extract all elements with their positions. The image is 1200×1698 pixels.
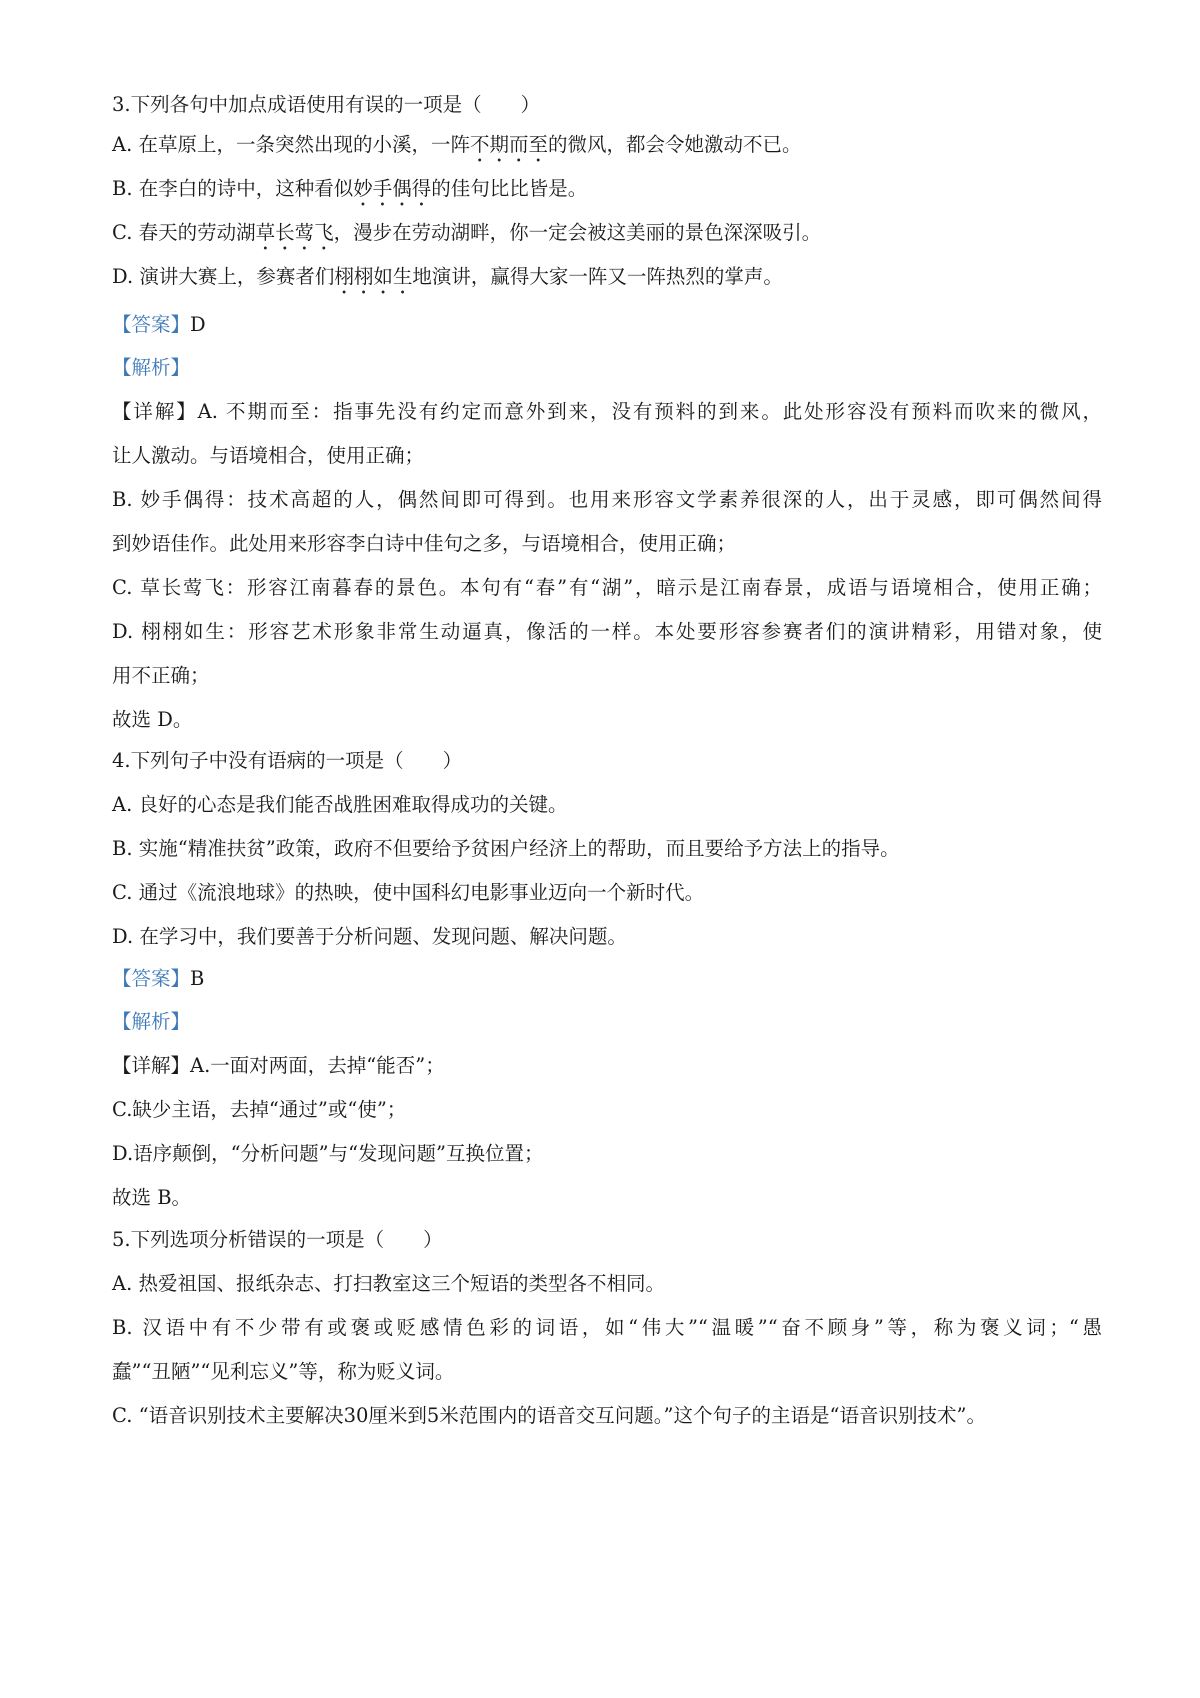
- q3-option-b-pre: B. 在李白的诗中，这种看似: [112, 177, 354, 200]
- q3-option-a-pre: A. 在草原上，一条突然出现的小溪，一阵: [112, 133, 470, 156]
- q4-option-d: D. 在学习中，我们要善于分析问题、发现问题、解决问题。: [112, 925, 627, 948]
- q5-option-b-line-2: 蠢”“丑陋”“见利忘义”等，称为贬义词。: [112, 1360, 455, 1383]
- q3-detail-line-5: C. 草长莺飞：形容江南暮春的景色。本句有“春”有“湖”，暗示是江南春景，成语与语境相合，使用正确；: [112, 576, 1102, 599]
- q3-answer: [112, 310, 1102, 340]
- q4-answer: [112, 964, 1102, 994]
- q3-stem: 3.下列各句中加点成语使用有误的一项是（ ）: [112, 93, 541, 116]
- q4-detail-line-1: 【详解】A.一面对两面，去掉“能否”；: [112, 1054, 445, 1077]
- q3-option-b: [112, 174, 1102, 211]
- q5-option-b-line-1: B. 汉语中有不少带有或褒或贬感情色彩的词语，如“伟大”“温暖”“奋不顾身”等，称为褒义词；“愚: [112, 1316, 1102, 1339]
- q3-analysis-tag: 【解析】: [112, 356, 191, 379]
- q3-option-c: [112, 218, 1102, 255]
- q3-option-a-idiom: 不期而至: [469, 133, 548, 156]
- q4-option-a: A. 良好的心态是我们能否战胜困难取得成功的关键。: [112, 793, 568, 816]
- q3-option-c-pre: C. 春天的劳动湖: [112, 221, 256, 244]
- q3-detail-line-4: 到妙语佳作。此处用来形容李白诗中佳句之多，与语境相合，使用正确；: [112, 532, 737, 555]
- q3-option-a: [112, 130, 1102, 167]
- q3-detail-line-8: 故选 D。: [112, 708, 193, 731]
- q4-answer-tag: 【答案】: [112, 967, 191, 990]
- q3-detail-line-7: 用不正确；: [112, 664, 210, 687]
- q3-option-c-idiom: 草长莺飞: [255, 221, 334, 244]
- q3-detail-line-6: D. 栩栩如生：形容艺术形象非常生动逼真，像活的一样。本处要形容参赛者们的演讲精彩，用错对象，使: [112, 620, 1102, 643]
- q4-option-b: B. 实施“精准扶贫”政策，政府不但要给予贫困户经济上的帮助，而且要给予方法上的指导。: [112, 837, 900, 860]
- q3-option-b-idiom: 妙手偶得: [353, 177, 432, 200]
- q5-option-c: C. “语音识别技术主要解决30厘米到5米范围内的语音交互问题。”这个句子的主语是“语音识别技术”。: [112, 1404, 986, 1427]
- q4-analysis-tag: 【解析】: [112, 1010, 191, 1033]
- q4-detail-line-4: 故选 B。: [112, 1186, 192, 1209]
- q4-answer-value: B: [190, 967, 205, 990]
- q3-option-d-post: 地演讲，赢得大家一阵又一阵热烈的掌声。: [412, 265, 783, 288]
- q4-option-c: C. 通过《流浪地球》的热映，使中国科幻电影事业迈向一个新时代。: [112, 881, 705, 904]
- q3-option-b-post: 的佳句比比皆是。: [431, 177, 588, 200]
- q3-option-d-idiom: 栩栩如生: [334, 265, 413, 288]
- q3-option-d: [112, 262, 1102, 299]
- q3-detail-line-1: 【详解】A. 不期而至：指事先没有约定而意外到来，没有预料的到来。此处形容没有预料而吹来的微风，: [112, 400, 1102, 423]
- q3-answer-value: D: [190, 313, 206, 336]
- q3-option-d-pre: D. 演讲大赛上，参赛者们: [112, 265, 335, 288]
- q3-option-c-post: ，漫步在劳动湖畔，你一定会被这美丽的景色深深吸引。: [333, 221, 822, 244]
- q4-detail-line-2: C.缺少主语，去掉“通过”或“使”；: [112, 1098, 407, 1121]
- q3-detail-line-2: 让人激动。与语境相合，使用正确；: [112, 444, 425, 467]
- q5-stem: 5.下列选项分析错误的一项是（ ）: [112, 1228, 443, 1251]
- q4-stem: 4.下列句子中没有语病的一项是（ ）: [112, 749, 463, 772]
- q4-detail-line-3: D.语序颠倒，“分析问题”与“发现问题”互换位置；: [112, 1142, 544, 1165]
- q3-answer-tag: 【答案】: [112, 313, 191, 336]
- q3-option-a-post: 的微风，都会令她激动不已。: [548, 133, 802, 156]
- q3-detail-line-3: B. 妙手偶得：技术高超的人，偶然间即可得到。也用来形容文学素养很深的人，出于灵感，即可偶然间得: [112, 488, 1102, 511]
- q5-option-a: A. 热爱祖国、报纸杂志、打扫教室这三个短语的类型各不相同。: [112, 1272, 665, 1295]
